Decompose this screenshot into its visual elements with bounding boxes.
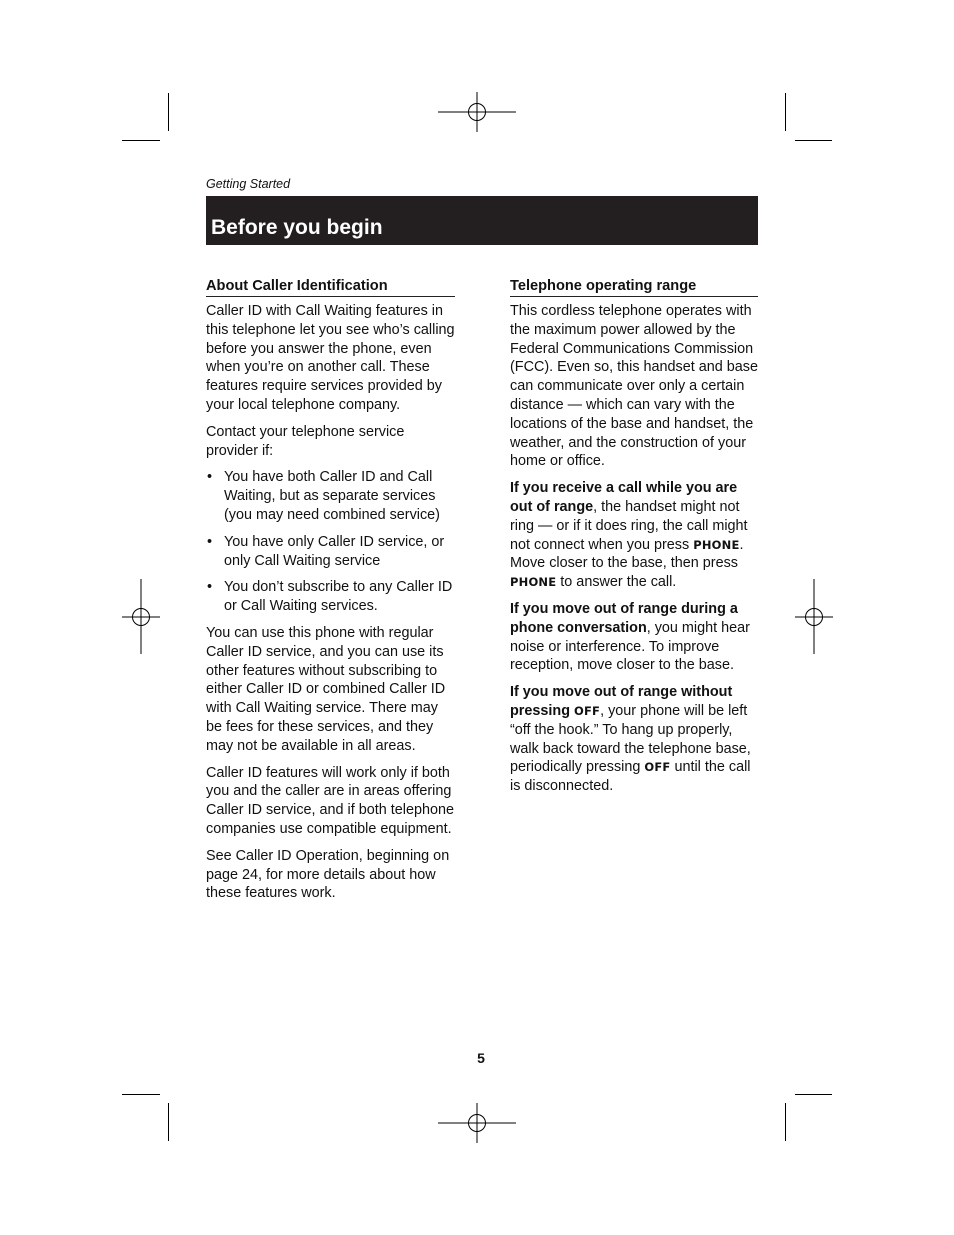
paragraph	[510, 683, 758, 796]
bold-lead: If you receive a call while you are out of range	[510, 480, 738, 515]
bold-lead: If you move out of range during a phone conversation	[510, 600, 738, 636]
crop-mark	[785, 93, 786, 131]
off-key-label: OFF	[573, 703, 601, 718]
list-item	[206, 468, 455, 524]
crop-mark	[785, 1103, 786, 1141]
text: . Move closer to the base, then press	[510, 536, 744, 572]
list-item-text: You have both Caller ID and Call Waiting, but as separate services (you may need combined service)	[224, 469, 440, 523]
text: to answer the call.	[556, 574, 677, 591]
phone-key-label: PHONE	[510, 575, 557, 590]
paragraph	[510, 600, 758, 675]
crop-mark	[795, 140, 832, 141]
page-title: Before you begin	[211, 216, 383, 239]
text: , the handset might not ring — or if it does ring, the call might not connect when you press	[510, 498, 748, 553]
paragraph	[510, 479, 758, 592]
paragraph: Caller ID features will work only if both you and the caller are in areas offering Caller ID service, and if both telephone companies use compatible equipment.	[206, 764, 454, 837]
paragraph: See Caller ID Operation, beginning on page 24, for more details about how these features work.	[206, 847, 450, 902]
registration-mark-left	[122, 579, 160, 654]
section-heading-caller-id: About Caller Identification	[206, 277, 455, 297]
crop-mark	[795, 1094, 832, 1095]
registration-mark-top	[438, 92, 516, 132]
text: until the call is disconnected.	[510, 759, 751, 795]
crop-mark	[168, 93, 169, 131]
page-number: 5	[477, 1050, 485, 1066]
list-item-text: You have only Caller ID service, or only Call Waiting service	[224, 533, 445, 569]
paragraph: You can use this phone with regular Caller ID service, and you can use its other features without subscribing to either Caller ID or combined Caller ID with Call Waiting service. There may be fees for these services, and they may not be available in all areas.	[206, 624, 446, 754]
off-key-label: OFF	[644, 760, 671, 775]
list-item-text: You don’t subscribe to any Caller ID or Call Waiting services.	[224, 579, 453, 615]
title-bar	[206, 196, 758, 245]
bold-lead: If you move out of range without pressing	[510, 684, 733, 719]
text: , your phone will be left “off the hook.” To hang up properly, walk back toward the telephone base, periodically pressing	[510, 702, 751, 776]
registration-mark-right	[795, 579, 833, 654]
phone-key-label: PHONE	[693, 537, 740, 552]
text: , you might hear noise or interference. To improve reception, move closer to the base.	[510, 619, 750, 674]
registration-mark-bottom	[438, 1103, 516, 1143]
bullet-icon: •	[207, 469, 213, 486]
crop-mark	[122, 140, 160, 141]
crop-mark	[122, 1094, 160, 1095]
right-column	[510, 277, 758, 804]
section-label: Getting Started	[206, 177, 291, 191]
list-item	[206, 578, 455, 616]
bullet-list	[206, 468, 455, 616]
bullet-icon: •	[207, 533, 213, 550]
bullet-icon: •	[207, 579, 213, 596]
paragraph: This cordless telephone operates with the maximum power allowed by the Federal Communications Commission (FCC). Even so, this handset and base can communicate over only a certain distance — which can vary with the locations of the base and handset, the weather, and the construction of your home or office.	[510, 303, 758, 470]
list-item	[206, 533, 455, 571]
crop-mark	[168, 1103, 169, 1141]
section-heading-operating-range: Telephone operating range	[510, 277, 758, 297]
paragraph: Contact your telephone service provider if:	[206, 423, 405, 459]
paragraph: Caller ID with Call Waiting features in this telephone let you see who’s calling before you answer the phone, even when you’re on another call. These features require services provided by your local telephone company.	[206, 303, 455, 413]
left-column	[206, 277, 455, 911]
